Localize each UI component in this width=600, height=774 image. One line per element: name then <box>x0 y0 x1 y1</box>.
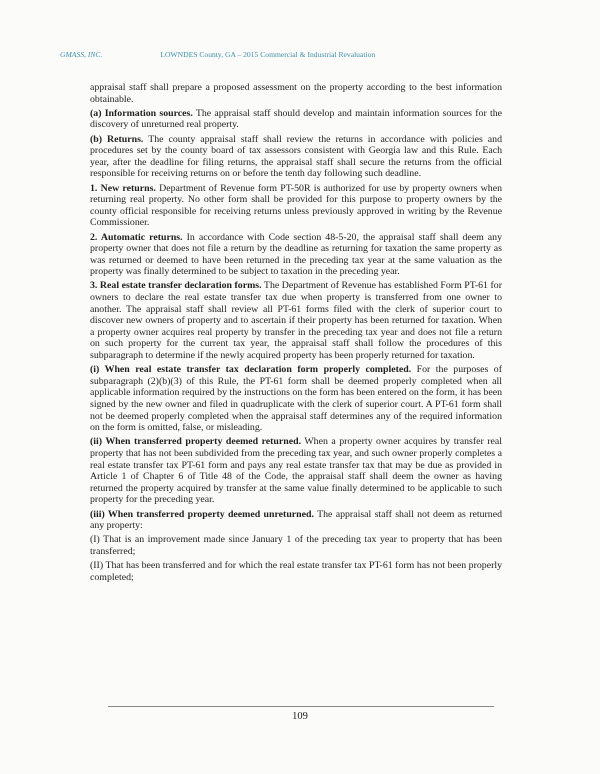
paragraph-heading: 2. Automatic returns. <box>90 231 183 243</box>
paragraph-heading: (b) Returns. <box>90 133 144 145</box>
paragraph-returns: (b) Returns. The county appraisal staff shall review the returns in accordance with policies and procedures set by the county board of tax assessors consistent with Georgia law and this Rule. Each year, after the deadline for filing returns, the appraisal staff shall secure the returns from the official responsible for receiving returns on or before the tenth day following such deadline. <box>90 133 503 180</box>
paragraph-transfer-forms: 3. Real estate transfer declaration forms. The Department of Revenue has established Form PT-61 for owners to declare the real estate transfer tax due when property is transferred from one owner to another. The appraisal staff shall review all PT-61 forms filed with the clerk of superior court to discover new owners of property and to ascertain if their property has been returned for taxation. When a property owner acquires real property by transfer in the preceding tax year and does not file a return on such property for the current tax year, the appraisal staff shall follow the procedures of this subparagraph to determine if the newly acquired property has been properly returned for taxation. <box>90 280 502 362</box>
paragraph-automatic-returns: 2. Automatic returns. In accordance with Code section 48-5-20, the appraisal staff shall deem any property owner that does not file a return by the deadline as returning for taxation the same property as was returned or deemed to have been returned in the preceding tax year at the same valuation as the property was finally determined to be subject to taxation in the preceding year. <box>90 231 502 278</box>
paragraph-form-completed: (i) When real estate transfer tax declaration form properly completed. For the purposes of subparagraph (2)(b)(3) of this Rule, the PT-61 form shall be deemed properly completed when all applicable information required by the instructions on the form has been entered on the form, it has been signed by the new owner and filed in quadruplicate with the clerk of superior court. A PT-61 form shall not be deemed properly completed when the appraisal staff determines any of the required information on the form is omitted, false, or misleading. <box>90 364 502 434</box>
paragraph-heading: (i) When real estate transfer tax declaration form properly completed. <box>90 364 412 376</box>
paragraph-information-sources: (a) Information sources. The appraisal staff should develop and maintain information sources for the discovery of unreturned real property. <box>90 107 502 131</box>
footer-divider <box>108 706 494 707</box>
header-firm: GMASS, INC. <box>60 50 103 59</box>
paragraph-heading: (ii) When transferred property deemed returned. <box>90 436 302 448</box>
running-header <box>60 50 540 59</box>
paragraph-item-ii: (II) That has been transferred and for which the real estate transfer tax PT-61 form has not been properly completed; <box>90 560 502 583</box>
paragraph-deemed-returned: (ii) When transferred property deemed returned. When a property owner acquires by transfer real property that has not been subdivided from the preceding tax year, and such owner properly completes a real estate transfer tax PT-61 form and pays any real estate transfer tax that may be due as provided in Article 1 of Chapter 6 of Title 48 of the Code, the appraisal staff shall deem the owner as having returned the property acquired by transfer at the same value finally determined to be applicable to such property for the preceding year. <box>90 436 502 506</box>
paragraph-heading: (a) Information sources. <box>90 107 193 119</box>
document-body <box>90 82 502 586</box>
paragraph-continuation: appraisal staff shall prepare a proposed assessment on the property according to the best information obtainable. <box>90 82 502 105</box>
paragraph-deemed-unreturned: (iii) When transferred property deemed unreturned. The appraisal staff shall not deem as returned any property: <box>90 508 502 532</box>
paragraph-new-returns: 1. New returns. Department of Revenue form PT-50R is authorized for use by property owners when returning real property. No other form shall be provided for this purpose to property owners by the county official responsible for receiving returns unless previously approved in writing by the Revenue Commissioner. <box>90 182 502 229</box>
paragraph-heading: 3. Real estate transfer declaration forms. <box>90 280 262 292</box>
header-title: LOWNDES County, GA – 2015 Commercial & Industrial Revaluation <box>160 50 376 59</box>
paragraph-item-i: (I) That is an improvement made since January 1 of the preceding tax year to property that has been transferred; <box>90 534 502 557</box>
page-number: 109 <box>292 711 308 722</box>
paragraph-heading: 1. New returns. <box>90 182 156 194</box>
paragraph-heading: (iii) When transferred property deemed unreturned. <box>90 508 314 520</box>
